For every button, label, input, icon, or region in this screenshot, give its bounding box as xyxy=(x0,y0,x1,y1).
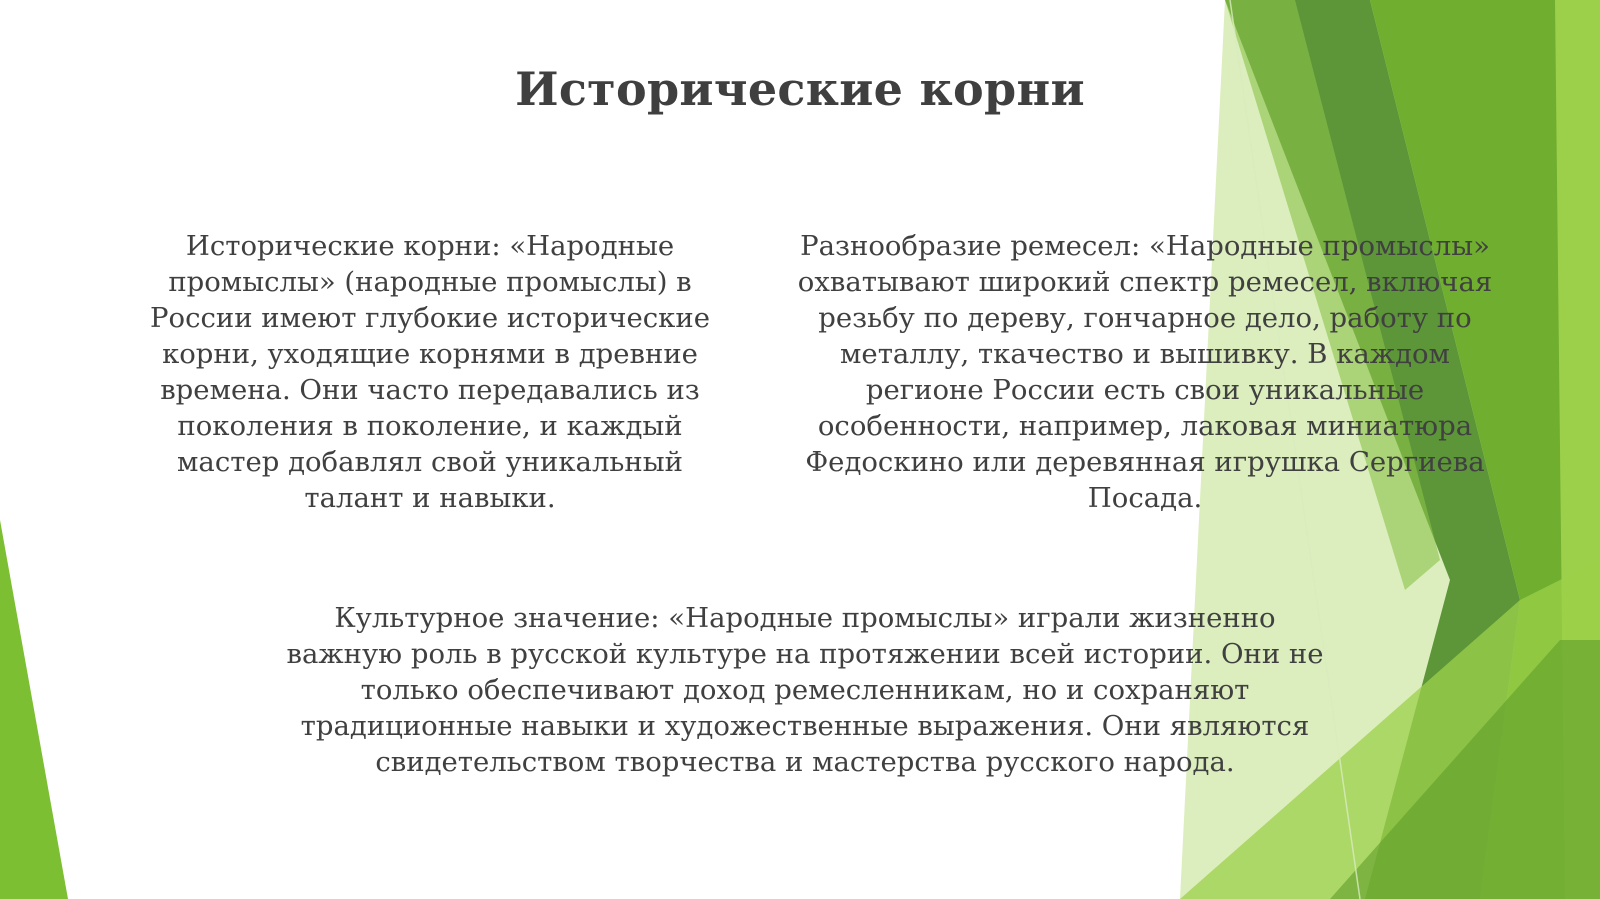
paragraph-cultural-significance: Культурное значение: «Народные промыслы» играли жизненно важную роль в русской культуре на протяжении всей истории. Они не только обеспечивают доход ремесленникам, но и сохраняют традиционные навыки и художественные выражения. Они являются свидетельством творчества и мастерства русского народа. xyxy=(286,602,1324,778)
paragraph-crafts-diversity: Разнообразие ремесел: «Народные промыслы» охватывают широкий спектр ремесел, включая резьбу по дереву, гончарное дело, работу по металлу, ткачество и вышивку. В каждом регионе России есть свои уникальные особенности, например, лаковая миниатюра Федоскино или деревянная игрушка Сергиева Посада. xyxy=(797,230,1493,514)
paragraph-historical-roots: Исторические корни: «Народные промыслы» (народные промыслы) в России имеют глубокие исторические корни, уходящие корнями в древние времена. Они часто передавались из поколения в поколение, и каждый мастер добавлял свой уникальный талант и навыки. xyxy=(150,230,710,514)
slide-title: Исторические корни xyxy=(515,62,1085,116)
decor-left-triangle xyxy=(0,520,68,899)
